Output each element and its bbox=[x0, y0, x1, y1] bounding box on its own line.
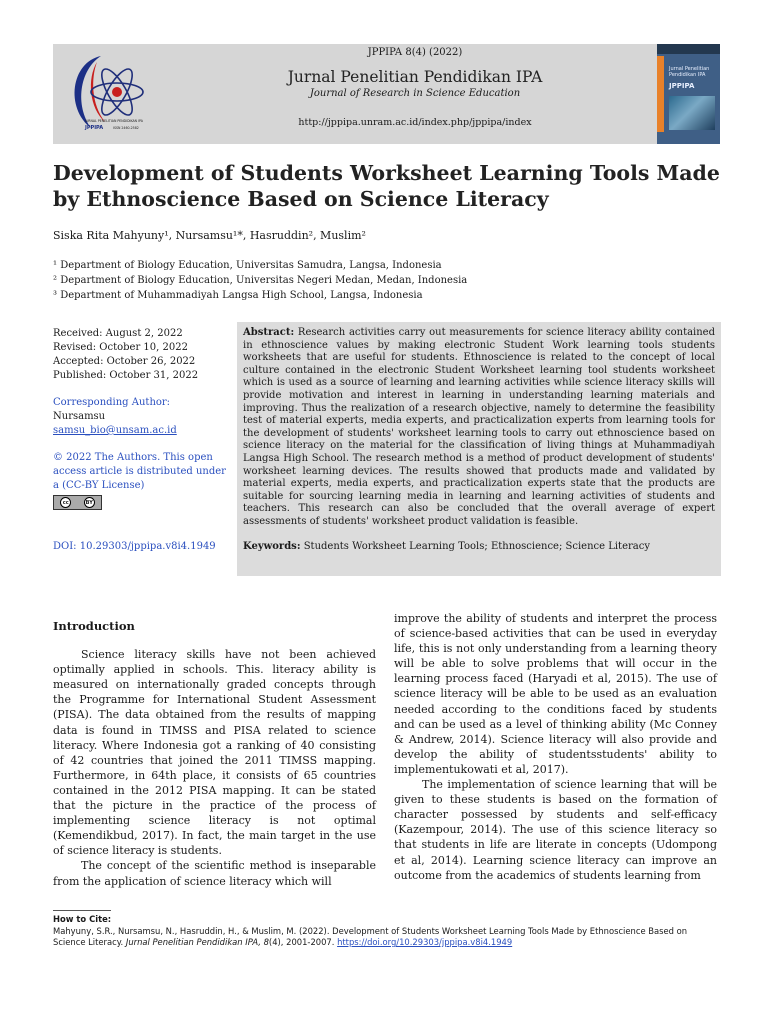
how-to-cite bbox=[53, 914, 721, 949]
by-icon: BY bbox=[84, 497, 95, 508]
accepted-date: Accepted: October 26, 2022 bbox=[53, 356, 196, 367]
logo-caption: JURNAL PENELITIAN PENDIDIKAN IPA bbox=[85, 119, 143, 123]
journal-cover bbox=[657, 44, 720, 144]
published-date: Published: October 31, 2022 bbox=[53, 370, 199, 381]
journal-header bbox=[53, 44, 720, 144]
body-left-column bbox=[53, 610, 376, 889]
corresponding-label: Corresponding Author: bbox=[53, 397, 171, 408]
affiliation-1: ¹ Department of Biology Education, Universitas Samudra, Langsa, Indonesia bbox=[53, 260, 442, 271]
journal-volume: JPPIPA 8(4) (2022) bbox=[367, 47, 463, 58]
paragraph: The implementation of science learning that will be given to these students is based on the formation of character possessed by students and self-efficacy (Kazempour, 2014). The use of this science literacy so that students in life are literate in concepts (Udompong et al, 2014). Learning science literacy can improve an outcome from the academics of students learning from bbox=[394, 778, 717, 882]
affiliation-3: ³ Department of Muhammadiyah Langsa High School, Langsa, Indonesia bbox=[53, 290, 423, 301]
abstract-box bbox=[237, 322, 721, 576]
cite-label: How to Cite: bbox=[53, 914, 112, 924]
introduction-heading: Introduction bbox=[53, 619, 135, 633]
body-right-column bbox=[394, 611, 717, 883]
doi-value[interactable]: 10.29303/jppipa.v8i4.1949 bbox=[79, 541, 216, 552]
cite-text: Mahyuny, S.R., Nursamsu, N., Hasruddin, H., & Muslim, M. (2022). Development of Students Worksheet Learning Tools Made by Ethnoscience Based on Science Literacy. bbox=[53, 925, 688, 947]
cover-title: JPPIPA bbox=[669, 82, 695, 90]
abstract-label: Abstract: bbox=[243, 327, 295, 338]
affiliations bbox=[53, 258, 467, 303]
corresponding-name: Nursamsu bbox=[53, 411, 106, 422]
keywords bbox=[243, 541, 715, 554]
revised-date: Revised: October 10, 2022 bbox=[53, 342, 188, 353]
paragraph: Science literacy skills have not been achieved optimally applied in schools. This. literacy ability is measured on internationally graded concepts through the Programme for International Student Assessment (PISA). The data obtained from the results of mapping data is found in TIMSS and PISA related to science literacy. Where Indonesia got a ranking of 40 consisting of 42 countries that joined the 2011 TIMSS mapping. Furthermore, in 64th place, it consists of 65 countries contained in the 2012 PISA mapping. It can be stated that the picture in the practice of the process of implementing science literacy is not optimal (Kemendikbud, 2017). In fact, the main target in the use of science literacy is students. bbox=[53, 648, 376, 858]
keywords-label: Keywords: bbox=[243, 540, 301, 552]
logo-text: JPPIPA bbox=[85, 125, 104, 131]
journal-info bbox=[215, 44, 615, 128]
cite-doi-link[interactable]: https://doi.org/10.29303/jppipa.v8i4.1949 bbox=[337, 937, 513, 947]
cc-by-badge[interactable] bbox=[53, 495, 102, 510]
cc-icon: cc bbox=[60, 497, 71, 508]
article-authors: Siska Rita Mahyuny¹, Nursamsu¹*, Hasruddin², Muslim² bbox=[53, 229, 366, 242]
article-meta bbox=[53, 327, 233, 554]
received-date: Received: August 2, 2022 bbox=[53, 328, 183, 339]
article-title: Development of Students Worksheet Learning Tools Made by Ethnoscience Based on Science Literacy bbox=[53, 161, 720, 211]
cover-image bbox=[669, 96, 715, 130]
journal-url[interactable]: http://jppipa.unram.ac.id/index.php/jppipa/index bbox=[298, 117, 532, 128]
doi-label: DOI: bbox=[53, 541, 77, 552]
license-text: © 2022 The Authors. This open access article is distributed under a (CC-BY License) bbox=[53, 452, 226, 491]
corresponding-email[interactable]: samsu_bio@unsam.ac.id bbox=[53, 425, 177, 436]
logo-issn: ISSN 2460-2582 bbox=[113, 126, 139, 130]
cover-line: Jurnal Penelitian Pendidikan IPA bbox=[669, 66, 710, 78]
cite-journal: Jurnal Penelitian Pendidikan IPA, 8 bbox=[125, 937, 269, 947]
journal-logo bbox=[61, 48, 157, 140]
affiliation-2: ² Department of Biology Education, Universitas Negeri Medan, Medan, Indonesia bbox=[53, 275, 468, 286]
abstract-text bbox=[243, 327, 715, 529]
journal-title: Jurnal Penelitian Pendidikan IPA bbox=[287, 68, 543, 86]
paragraph: improve the ability of students and interpret the process of science-based activities that can be used in everyday life, this is not only understanding from a learning theory will be able to solve problems that will occur in the learning process faced (Haryadi et al, 2015). The use of science literacy will be able to be used as an evaluation needed according to the conditions faced by students and can be used as a level of thinking ability (Mc Conney & Andrew, 2014). Science literacy will also provide and develop the ability of studentsstudents' ability to implementukowati et al, 2017). bbox=[394, 612, 717, 776]
journal-subtitle: Journal of Research in Science Education bbox=[309, 88, 521, 99]
atom-logo-icon bbox=[61, 48, 157, 140]
footnote-divider bbox=[53, 910, 111, 911]
cite-issue: (4), 2001-2007. bbox=[268, 937, 335, 947]
doi-line[interactable] bbox=[53, 540, 233, 554]
keywords-value: Students Worksheet Learning Tools; Ethnoscience; Science Literacy bbox=[303, 540, 650, 552]
paragraph: The concept of the scientific method is inseparable from the application of science literacy which will bbox=[53, 859, 376, 888]
abstract-body: Research activities carry out measurements for science literacy ability contained in ethnoscience values by making electronic Student Work learning tools students worksheets that are useful for students. Ethnoscience is related to the concept of local culture contained in the electronic Student Worksheet learning tool students worksheet which is used as a source of learning and learning activities while science literacy skills will provide motivation and interest in learning in understanding learning materials and improving. Thus the realization of a research objective, namely to determine the feasibility test of material experts, media experts, and practicalization experts from learning tools for the development of students' worksheet learning tools to carry out ethnoscience based on science literacy on the material for the classification of living things at Muhammadiyah Langsa High School. The research method is a method of product development of students' worksheet learning devices. The results showed that products made and validated by material experts, media experts, and practicalization experts state that the products are suitable for sourcing learning media in learning and learning activities of students and teachers. This research can also be concluded that the overall average of expert assessments of students' worksheet product validation is feasible. bbox=[243, 327, 716, 527]
